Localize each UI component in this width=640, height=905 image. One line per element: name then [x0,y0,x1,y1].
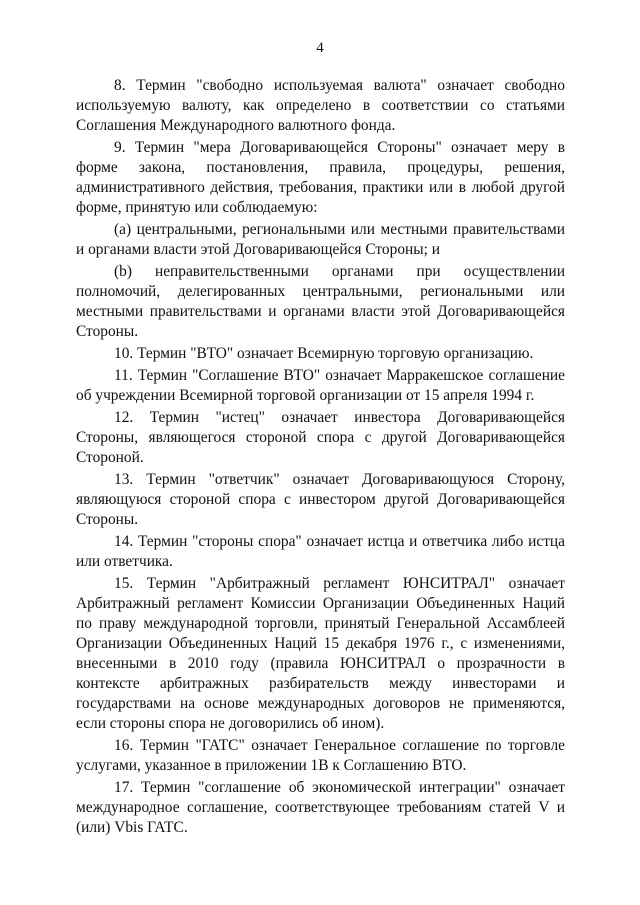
paragraph-10: 10. Термин "ВТО" означает Всемирную торговую организацию. [114,345,534,362]
document-body [76,76,565,838]
paragraph-11: 11. Термин "Соглашение ВТО" означает Марракешское соглашение об учреждении Всемирной торговой организации от 15 апреля 1994 г. [76,367,565,404]
paragraph-17: 17. Термин "соглашение об экономической интеграции" означает международное соглашение, соответствующее требованиям статей V и (или) Vbis ГАТС. [76,779,565,836]
paragraph-9a: (a) центральными, региональными или местными правительствами и органами власти этой Договаривающейся Стороны; и [76,221,565,258]
paragraph-13: 13. Термин "ответчик" означает Договаривающуюся Сторону, являющуюся стороной спора с инвестором другой Договаривающейся Стороны. [76,471,565,528]
paragraph-14: 14. Термин "стороны спора" означает истца и ответчика либо истца или ответчика. [76,533,565,570]
paragraph-16: 16. Термин "ГАТС" означает Генеральное соглашение по торговле услугами, указанное в приложении 1B к Соглашению ВТО. [76,737,565,774]
paragraph-9b: (b) неправительственными органами при осуществлении полномочий, делегированных центральными, региональными или местными правительствами и органами власти этой Договаривающейся Стороны. [76,263,565,340]
page-number: 4 [316,40,324,56]
paragraph-9: 9. Термин "мера Договаривающейся Стороны" означает меру в форме закона, постановления, правила, процедуры, решения, административного действия, требования, практики или в любой другой форме, принятую или соблюдаемую: [76,139,565,216]
paragraph-8: 8. Термин "свободно используемая валюта" означает свободно используемую валюту, как определено в соответствии со статьями Соглашения Международного валютного фонда. [76,77,565,134]
paragraph-15: 15. Термин "Арбитражный регламент ЮНСИТРАЛ" означает Арбитражный регламент Комиссии Организации Объединенных Наций по праву международной торговли, принятый Генеральной Ассамблеей Организации Объединенных Наций 15 декабря 1976 г., с изменениями, внесенными в 2010 году (правила ЮНСИТРАЛ о прозрачности в контексте арбитражных разбирательств между инвесторами и государствами на основе международных договоров не применяются, если стороны спора не договорились об ином). [76,575,565,732]
paragraph-12: 12. Термин "истец" означает инвестора Договаривающейся Стороны, являющегося стороной спора с другой Договаривающейся Стороной. [76,409,565,466]
